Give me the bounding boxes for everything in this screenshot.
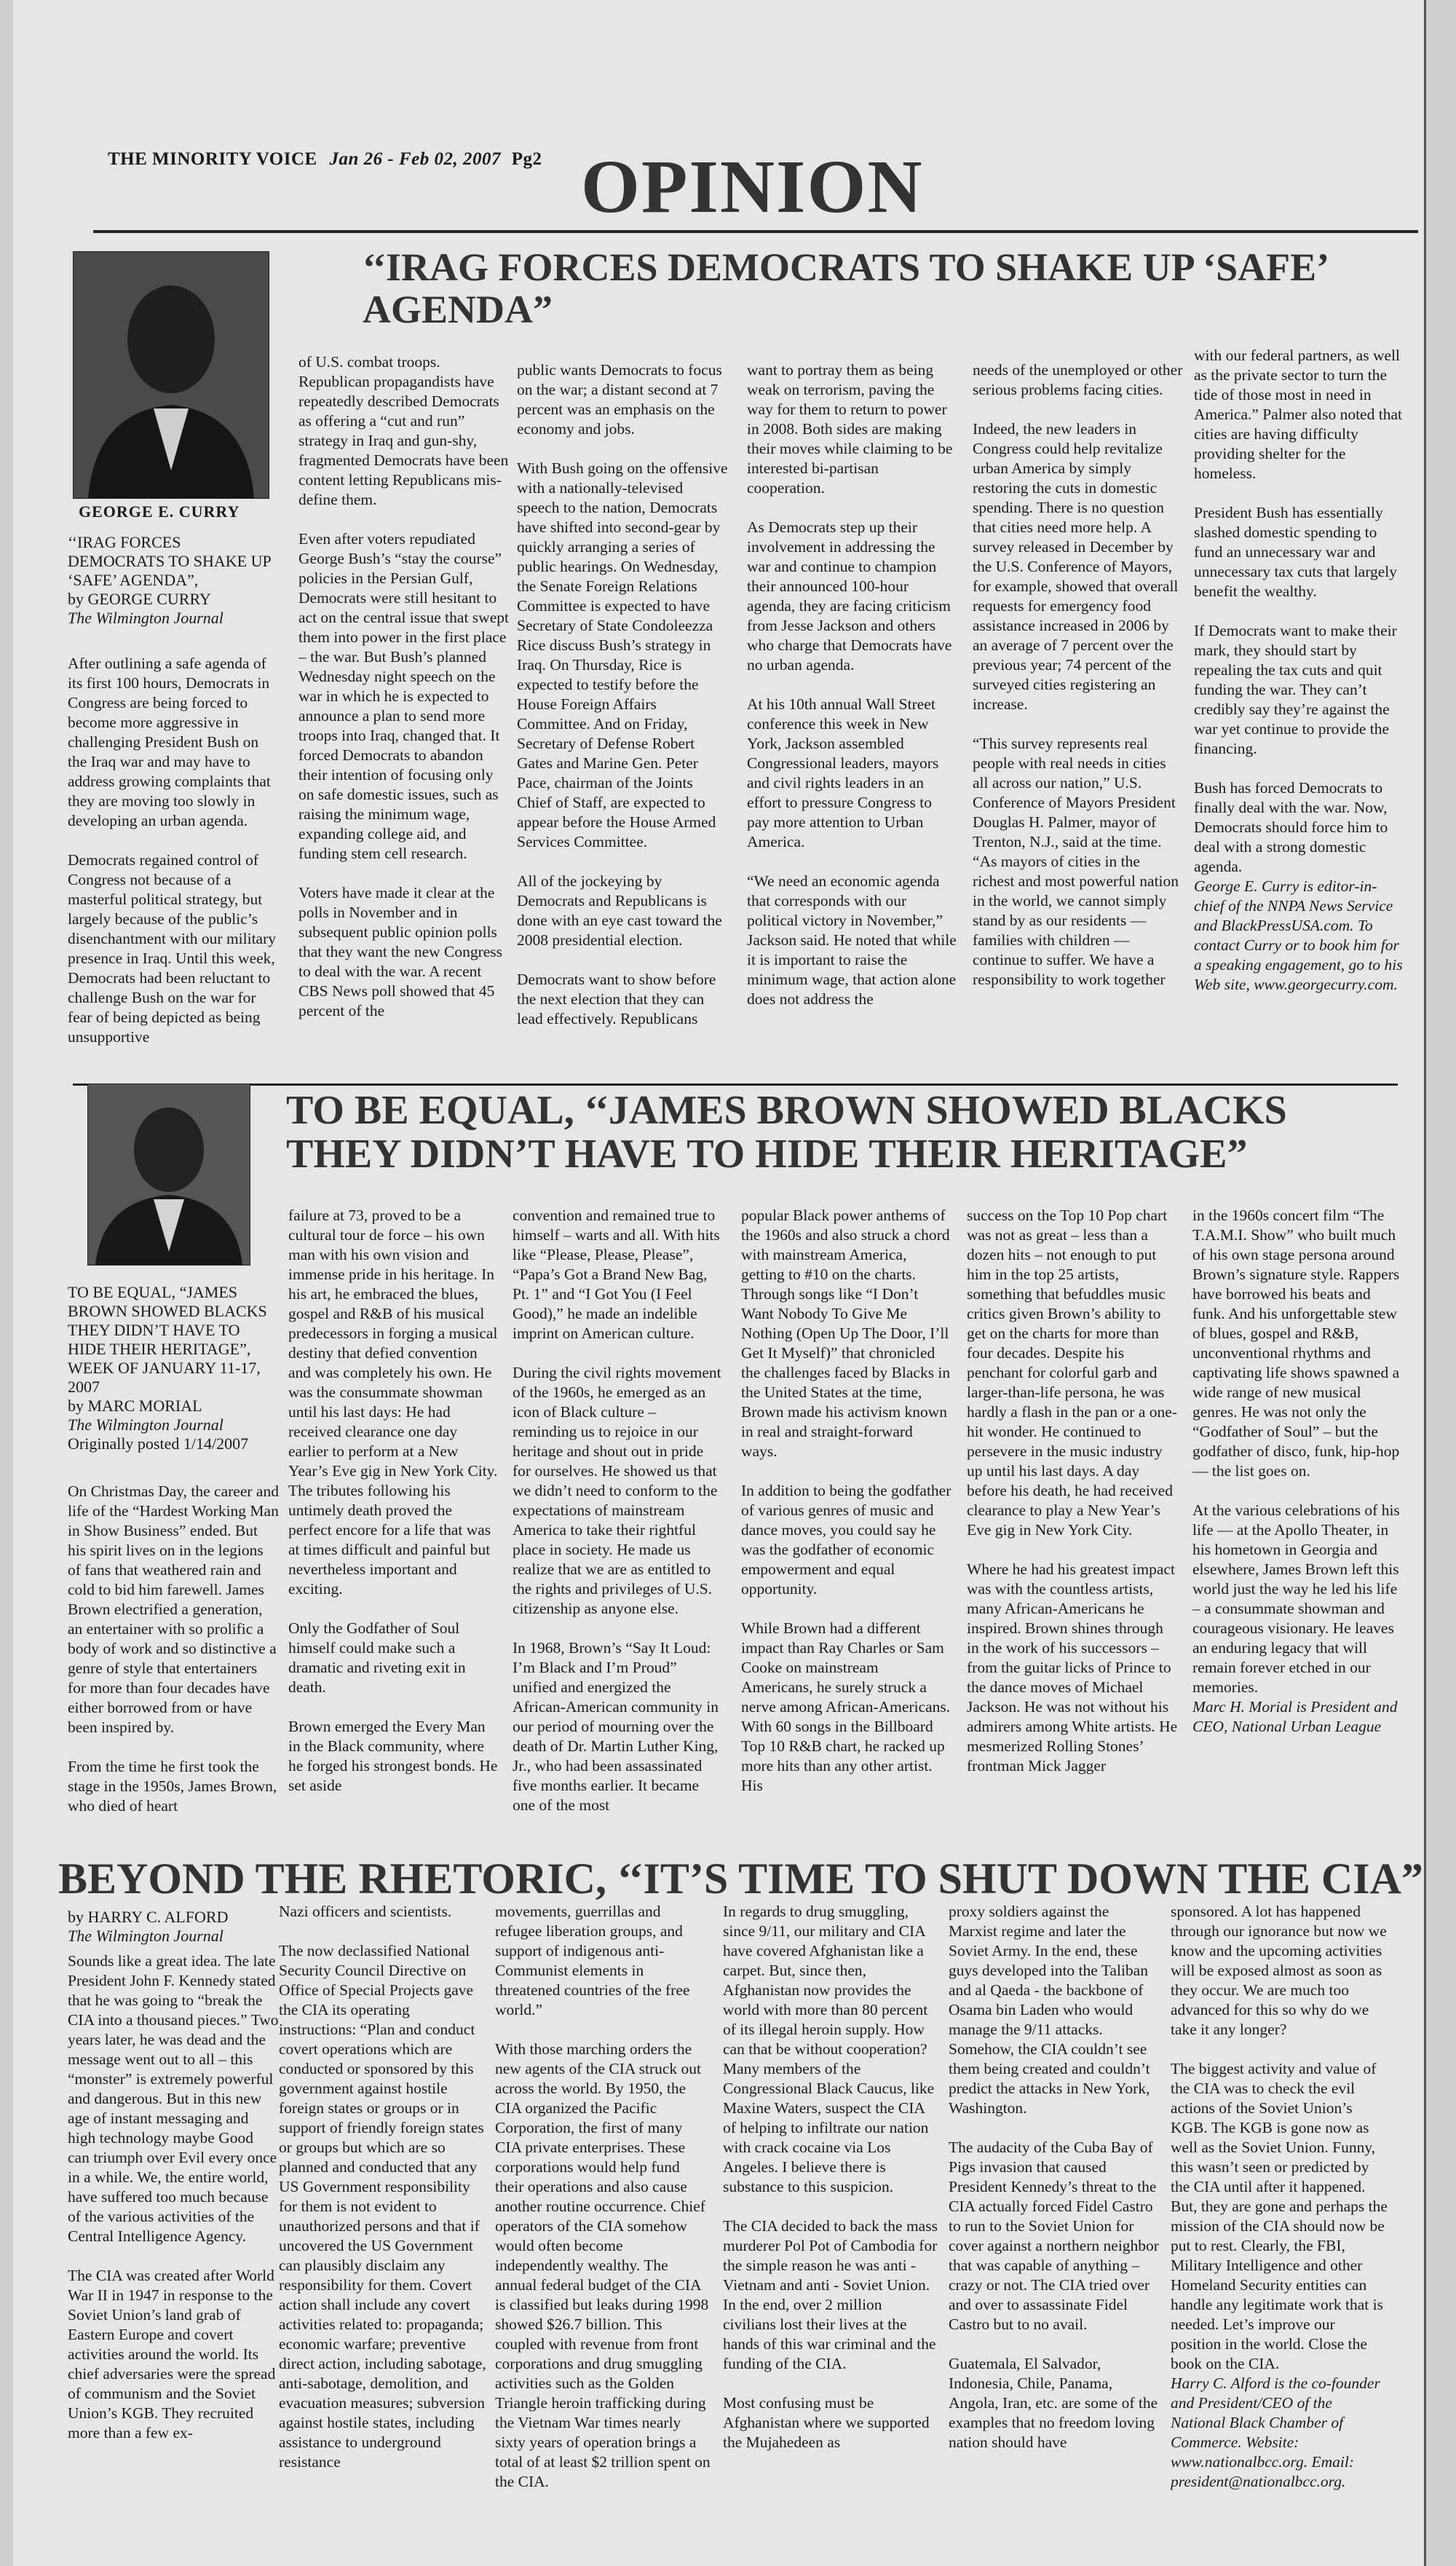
- paragraph: in the 1960s concert film “The T.A.M.I. Show” who built much of his own stage persona around Brown’s signature style. Rappers have borrowed his beats and funk. And his unforgettable stew of blues, gospel and R&B, unconventional rhythms and captivating life shows spawned a wide range of new musical genres. He was not only the “Godfather of Soul” – but the godfather of disco, funk, hip-hop — the list goes on.: [1192, 1207, 1400, 1480]
- article-2-column-3: [513, 1206, 724, 1850]
- author-bio-curry: George E. Curry is editor-in-chief of the NNPA News Service and BlackPressUSA.com. To contact Curry or to book him for a speaking engagement, go to his Web site, www.georgecurry.com.: [1194, 877, 1403, 993]
- author-bio-alford: Harry C. Alford is the co-founder and President/CEO of the National Black Chamber of Commerce. Website: www.nationalbcc.org. Email: president@nationalbcc.org.: [1171, 2374, 1380, 2490]
- paragraph: Most confusing must be Afghanistan where we supported the Mujahedeen as: [723, 2394, 930, 2451]
- article-1-column-5: [973, 360, 1184, 1067]
- paragraph: “We need an economic agenda that corresponds with our political victory in November,” Jackson said. He noted that while it is important to raise the minimum wage, that action alone does not address the: [747, 872, 957, 1008]
- paragraph: All of the jockeying by Democrats and Republicans is done with an eye cast toward the 2008 presidential election.: [517, 872, 722, 949]
- article-3-column-4: [723, 1902, 938, 2556]
- paragraph: The CIA was created after World War II in 1947 in response to the Soviet Union’s land grab of Eastern Europe and covert activities around the world. Its chief adversaries were the spread of communism and the Soviet Union’s KGB. They recruited more than a few ex-: [68, 2267, 276, 2441]
- paragraph: On Christmas Day, the career and life of the “Hardest Working Man in Show Business” ended. But his spirit lives on in the legions of fans that weathered rain and cold to bid him farewell. James Brown electrified a generation, an entertainer with so prolific a body of work and so distinctive a genre of style that entertainers for more than four decades have either borrowed from or have been inspired by.: [68, 1483, 279, 1736]
- paragraph: From the time he first took the stage in the 1950s, James Brown, who died of heart: [68, 1758, 277, 1815]
- newspaper-page: [13, 0, 1425, 2566]
- paragraph: The now declassified National Security Council Directive on Office of Special Projects gave the CIA its operating instructions: “Plan and conduct covert operations which are conducted or sponsored by this government against hostile foreign states or groups or in support of friendly foreign states or groups but which are so planned and conducted that any US Government responsibility for them is not evident to unauthorized persons and that if uncovered the US Government can plausibly disclaim any responsibility for them. Covert action shall include any covert activities related to: propaganda; economic warfare; preventive direct action, including sabotage, anti-sabotage, demolition, and evacuation measures; subversion against hostile states, including assistance to underground resistance: [279, 1942, 486, 2471]
- paragraph: In 1968, Brown’s “Say It Loud: I’m Black and I’m Proud” unified and energized the African-American community in our period of mourning over the death of Dr. Martin Luther King, Jr., who had been assassinated five months earlier. It became one of the most: [513, 1639, 719, 1814]
- paragraph: needs of the unemployed or other serious problems facing cities.: [973, 361, 1183, 398]
- sidebar-author: by MARC MORIAL: [68, 1397, 202, 1415]
- paragraph: Democrats regained control of Congress not because of a masterful political strategy, but largely because of the public’s disenchantment with our military presence in Iraq. Until this week, Democrats had been reluctant to challenge Bush on the war for fear of being depicted as being unsupportive: [68, 851, 277, 1046]
- paragraph: With Bush going on the offensive with a nationally-televised speech to the nation, Democrats have shifted into second-gear by quickly arranging a series of public hearings. On Wednesday, the Senate Foreign Relations Committee is expected to have Secretary of State Condoleezza Rice discuss Bush’s strategy in Iraq. On Thursday, Rice is expected to testify before the House Foreign Affairs Committee. And on Friday, Secretary of Defense Robert Gates and Marine Gen. Peter Pace, chairman of the Joints Chief of Staff, are expected to appear before the House Armed Services Committee.: [517, 459, 728, 850]
- paragraph: of U.S. combat troops. Republican propagandists have repeatedly described Democrats as offering a “cut and run” strategy in Iraq and gun-shy, fragmented Democrats have been content letting Republicans mis-define them.: [298, 353, 509, 508]
- paragraph: As Democrats step up their involvement in addressing the war and continue to champion their announced 100-hour agenda, they are facing criticism from Jesse Jackson and others who charge that Democrats have no urban agenda.: [747, 518, 952, 674]
- portrait-silhouette-icon: [88, 1084, 250, 1265]
- sidebar-source: The Wilmington Journal: [68, 1416, 223, 1434]
- article-3-column-2: [279, 1902, 490, 2556]
- article-2-column-6: [1192, 1206, 1405, 1850]
- photo-caption-curry: GEORGE E. CURRY: [79, 502, 240, 521]
- paragraph: Indeed, the new leaders in Congress could help revitalize urban America by simply restoring the cuts in domestic spending. There is no question that cities need more help. A survey released in December by the U.S. Conference of Mayors, for example, showed that overall requests for emergency food assistance increased in 2006 by an average of 7 percent over the previous year; 74 percent of the surveyed cities registering an increase.: [973, 420, 1179, 713]
- sidebar-title: TO BE EQUAL, “JAMES BROWN SHOWED BLACKS THEY DIDN’T HAVE TO HIDE THEIR HERITAGE”, WEEK OF JANUARY 11-17, 2007: [68, 1283, 267, 1396]
- paragraph: While Brown had a different impact than Ray Charles or Sam Cooke on mainstream Americans, he surely struck a nerve among African-Americans. With 60 songs in the Billboard Top 10 R&B chart, he racked up more hits than any other artist. His: [741, 1619, 951, 1794]
- paragraph: In regards to drug smuggling, since 9/11, our military and CIA have covered Afghanistan like a carpet. But, since then, Afghanistan now provides the world with more than 80 percent of its illegal heroin supply. How can that be without cooperation? Many members of the Congressional Black Caucus, like Maxine Waters, suspect the CIA of helping to infiltrate our nation with crack cocaine via Los Angeles. I believe there is substance to this suspicion.: [723, 1903, 935, 2195]
- paragraph: At the various celebrations of his life — at the Apollo Theater, in his hometown in Georgia and elsewhere, James Brown left this world just the way he led his life – a consummate showman and courageous visionary. He leaves an enduring legacy that will remain forever etched in our memories.: [1192, 1501, 1400, 1696]
- article-3-column-3: [495, 1902, 711, 2556]
- paragraph: With those marching orders the new agents of the CIA struck out across the world. By 1950, the CIA organized the Pacific Corporation, the first of many CIA private enterprises. These corporations would help fund their operations and also cause another routine occurrence. Chief operators of the CIA somehow would often become independently wealthy. The annual federal budget of the CIA is classified but leaks during 1998 showed $26.7 billion. This coupled with revenue from front corporations and drug smuggling activities such as the Golden Triangle heroin trafficking during the Vietnam War times nearly sixty years of operation brings a total of at least $2 trillion spent on the CIA.: [495, 2040, 711, 2490]
- paragraph: In addition to being the godfather of various genres of music and dance moves, you could say he was the godfather of economic empowerment and equal opportunity.: [741, 1482, 951, 1598]
- paragraph: convention and remained true to himself – warts and all. With hits like “Please, Please, Please”, “Papa’s Got a Brand New Bag, Pt. 1” and “I Got You (I Feel Good),” he made an indelible imprint on American culture.: [513, 1207, 720, 1342]
- section-title: OPINION: [581, 145, 924, 229]
- page-number: Pg2: [511, 149, 542, 169]
- article-3-column-1: [68, 1951, 279, 2556]
- author-photo-curry: [73, 251, 269, 499]
- paragraph: Sounds like a great idea. The late President John F. Kennedy stated that he was going to “break the CIA into a thousand pieces.” Two years later, he was dead and the message went out to all – this “monster” is extremely powerful and dangerous. But in this new age of instant messaging and high technology maybe Good can triumph over Evil every once in a while. We, the entire world, have suffered too much because of the various activities of the Central Intelligence Agency.: [68, 1952, 279, 2245]
- paragraph: After outlining a safe agenda of its first 100 hours, Democrats in Congress are being forced to become more aggressive in challenging President Bush on the Iraq war and may have to address growing complaints that they are moving too slowly in developing an urban agenda.: [68, 655, 271, 829]
- paragraph: failure at 73, proved to be a cultural tour de force – his own man with his own vision and immense pride in his heritage. In his art, he embraced the blues, gospel and R&B of his musical predecessors in forging a musical destiny that defied convention and was completely his own. He was the consummate showman until his last days: He had received clearance one day earlier to perform at a New Year’s Eve gig in New York City. The tributes following his untimely death proved the perfect encore for a life that was at times difficult and painful but nevertheless important and exciting.: [288, 1207, 498, 1598]
- paragraph: Nazi officers and scientists.: [279, 1903, 452, 1920]
- article-1-column-2: [298, 352, 510, 1067]
- sidebar-source: The Wilmington Journal: [68, 609, 223, 627]
- author-bio-morial: Marc H. Morial is President and CEO, National Urban League: [1192, 1698, 1398, 1735]
- paragraph: Guatemala, El Salvador, Indonesia, Chile, Panama, Angola, Iran, etc. are some of the examples that no freedom loving nation should have: [949, 2355, 1158, 2451]
- sidebar-article-2: [68, 1283, 279, 1453]
- paragraph: movements, guerrillas and refugee liberation groups, and support of indigenous anti-Communist elements in threatened countries of the free world.”: [495, 1903, 690, 2018]
- sidebar-posted: Originally posted 1/14/2007: [68, 1434, 249, 1453]
- paragraph: with our federal partners, as well as the private sector to turn the tide of those most in need in America.” Palmer also noted that cities are having difficulty providing shelter for the homeless.: [1194, 347, 1402, 482]
- paragraph: Voters have made it clear at the polls in November and in subsequent public opinion polls that they want the new Congress to deal with the war. A recent CBS News poll showed that 45 percent of the: [298, 884, 503, 1019]
- paragraph: “This survey represents real people with real needs in cities all across our nation,” U.S. Conference of Mayors President Douglas H. Palmer, mayor of Trenton, N.J., said at the time. “As mayors of cities in the richest and most powerful nation in the world, we cannot simply stand by as our residents — families with children — continue to suffer. We have a responsibility to work together: [973, 735, 1179, 988]
- paragraph: If Democrats want to make their mark, they should start by repealing the tax cuts and quit funding the war. They can’t credibly say they’re against the war yet continue to provide the financing.: [1194, 622, 1397, 757]
- paragraph: President Bush has essentially slashed domestic spending to fund an unnecessary war and unnecessary tax cuts that largely benefit the wealthy.: [1194, 504, 1398, 600]
- article-2-column-2: [288, 1206, 499, 1850]
- paragraph: At his 10th annual Wall Street conference this week in New York, Jackson assembled Congressional leaders, mayors and civil rights leaders in an effort to pressure Congress to pay more attention to Urban America.: [747, 695, 939, 850]
- paragraph: During the civil rights movement of the 1960s, he emerged as an icon of Black culture – reminding us to rejoice in our heritage and shout out in pride for ourselves. He showed us that we didn’t need to conform to the expectations of mainstream America to take their rightful place in society. He made us realize that we are as entitled to the rights and privileges of U.S. citizenship as anyone else.: [513, 1364, 721, 1617]
- article-3-column-5: [949, 1902, 1160, 2556]
- article-1-column-6: [1194, 346, 1406, 1067]
- author: by HARRY C. ALFORD: [68, 1908, 229, 1926]
- article-1-column-3: [517, 360, 728, 1067]
- section-divider: [73, 1083, 1398, 1086]
- portrait-silhouette-icon: [74, 252, 269, 498]
- paragraph: want to portray them as being weak on terrorism, paving the way for them to return to power in 2008. Both sides are making their moves while claiming to be interested bi-partisan cooperation.: [747, 361, 953, 497]
- author-photo-morial: [87, 1083, 250, 1266]
- article-1-column-1: [68, 654, 279, 1067]
- paragraph: proxy soldiers against the Marxist regime and later the Soviet Army. In the end, these guys developed into the Taliban and al Qaeda - the backbone of Osama bin Laden who would manage the 9/11 attacks. Somehow, the CIA couldn’t see them being created and couldn’t predict the attacks in New York, Washington.: [949, 1903, 1150, 2117]
- paragraph: Bush has forced Democrats to finally deal with the war. Now, Democrats should force him to deal with a strong domestic agenda.: [1194, 779, 1388, 875]
- page-edge: [1424, 0, 1426, 2566]
- paragraph: Democrats want to show before the next election that they can lead effectively. Republicans: [517, 971, 716, 1027]
- header-rule: [93, 230, 1418, 233]
- byline-article-3: [68, 1908, 279, 1946]
- paragraph: Brown emerged the Every Man in the Black community, where he forged his strongest bonds. He set aside: [288, 1718, 498, 1794]
- paragraph: popular Black power anthems of the 1960s and also struck a chord with mainstream America, getting to #10 on the charts. Through songs like “I Don’t Want Nobody To Give Me Nothing (Open Up The Door, I’ll Get It Myself)” that chronicled the challenges faced by Blacks in the United States at the time, Brown made his activism known in real and straight-forward ways.: [741, 1207, 951, 1460]
- paragraph: Where he had his greatest impact was with the countless artists, many African-Americans he inspired. Brown shines through in the work of his successors – from the guitar licks of Prince to the dance moves of Michael Jackson. He was not without his admirers among White artists. He mesmerized Rolling Stones’ frontman Mick Jagger: [967, 1560, 1178, 1775]
- article-3-column-6: [1171, 1902, 1389, 2556]
- article-1-column-4: [747, 360, 958, 1067]
- masthead-title: THE MINORITY VOICE: [108, 149, 317, 169]
- article-2-column-1: [68, 1482, 279, 1850]
- headline-article-3: BEYOND THE RHETORIC, ‘‘IT’S TIME TO SHUT DOWN THE CIA”: [58, 1855, 1423, 1903]
- headline-article-1: ‘‘IRAG FORCES DEMOCRATS TO SHAKE UP ‘SAFE’ AGENDA”: [363, 245, 1327, 332]
- paragraph: sponsored. A lot has happened through our ignorance but now we know and the upcoming activities will be exposed almost as soon as they occur. We are much too advanced for this so why do we take it any longer?: [1171, 1903, 1387, 2038]
- paragraph: The CIA decided to back the mass murderer Pol Pot of Cambodia for the simple reason he was anti - Vietnam and anti - Soviet Union. In the end, over 2 million civilians lost their lives at the hands of this war criminal and the funding of the CIA.: [723, 2217, 938, 2372]
- sidebar-author: by GEORGE CURRY: [68, 590, 211, 608]
- article-2-column-5: [967, 1206, 1178, 1850]
- sidebar-title: ‘‘IRAG FORCES DEMOCRATS TO SHAKE UP ‘SAFE’ AGENDA”,: [68, 533, 271, 589]
- paragraph: Even after voters repudiated George Bush’s “stay the course” policies in the Persian Gulf, Democrats were still hesitant to act on the central issue that swept them into power in the first place – the war. But Bush’s planned Wednesday night speech on the war in which he is expected to announce a plan to send more troops into Iraq, changed that. It forced Democrats to abandon their intention of focusing only on safe domestic issues, such as raising the minimum wage, expanding college aid, and funding stem cell research.: [298, 530, 509, 862]
- headline-article-2: TO BE EQUAL, ‘‘JAMES BROWN SHOWED BLACKS THEY DIDN’T HAVE TO HIDE THEIR HERITAGE”: [286, 1088, 1287, 1177]
- article-2-column-4: [741, 1206, 952, 1850]
- paragraph: Only the Godfather of Soul himself could make such a dramatic and riveting exit in death.: [288, 1619, 466, 1696]
- paragraph: success on the Top 10 Pop chart was not as great – less than a dozen hits – not enough to put him in the top 25 artists, something that befuddles music critics given Brown’s ability to get on the charts for more than four decades. Despite his penchant for colorful garb and larger-than-life persona, he was hardly a flash in the pan or a one-hit wonder. He continued to persevere in the music industry up until his last days. A day before his death, he had received clearance to play a New Year’s Eve gig in New York City.: [967, 1207, 1177, 1539]
- source: The Wilmington Journal: [68, 1927, 223, 1945]
- issue-dates: Jan 26 - Feb 02, 2007: [329, 149, 501, 169]
- paragraph: public wants Democrats to focus on the war; a distant second at 7 percent was an emphasis on the economy and jobs.: [517, 361, 722, 438]
- paragraph: The audacity of the Cuba Bay of Pigs invasion that caused President Kennedy’s threat to the CIA actually forced Fidel Castro to run to the Soviet Union for cover against a northern neighbor that was capable of anything – crazy or not. The CIA tried over and over to assassinate Fidel Castro but to no avail.: [949, 2139, 1159, 2333]
- paragraph: The biggest activity and value of the CIA was to check the evil actions of the Soviet Union’s KGB. The KGB is gone now as well as the Soviet Union. Funny, this wasn’t seen or predicted by the CIA until after it happened. But, they are gone and perhaps the mission of the CIA should now be put to rest. Clearly, the FBI, Military Intelligence and other Homeland Security entities can handle any legitimate work that is needed. Let’s improve our position in the world. Close the book on the CIA.: [1171, 2060, 1388, 2372]
- masthead: [108, 149, 542, 170]
- sidebar-article-1: [68, 533, 279, 628]
